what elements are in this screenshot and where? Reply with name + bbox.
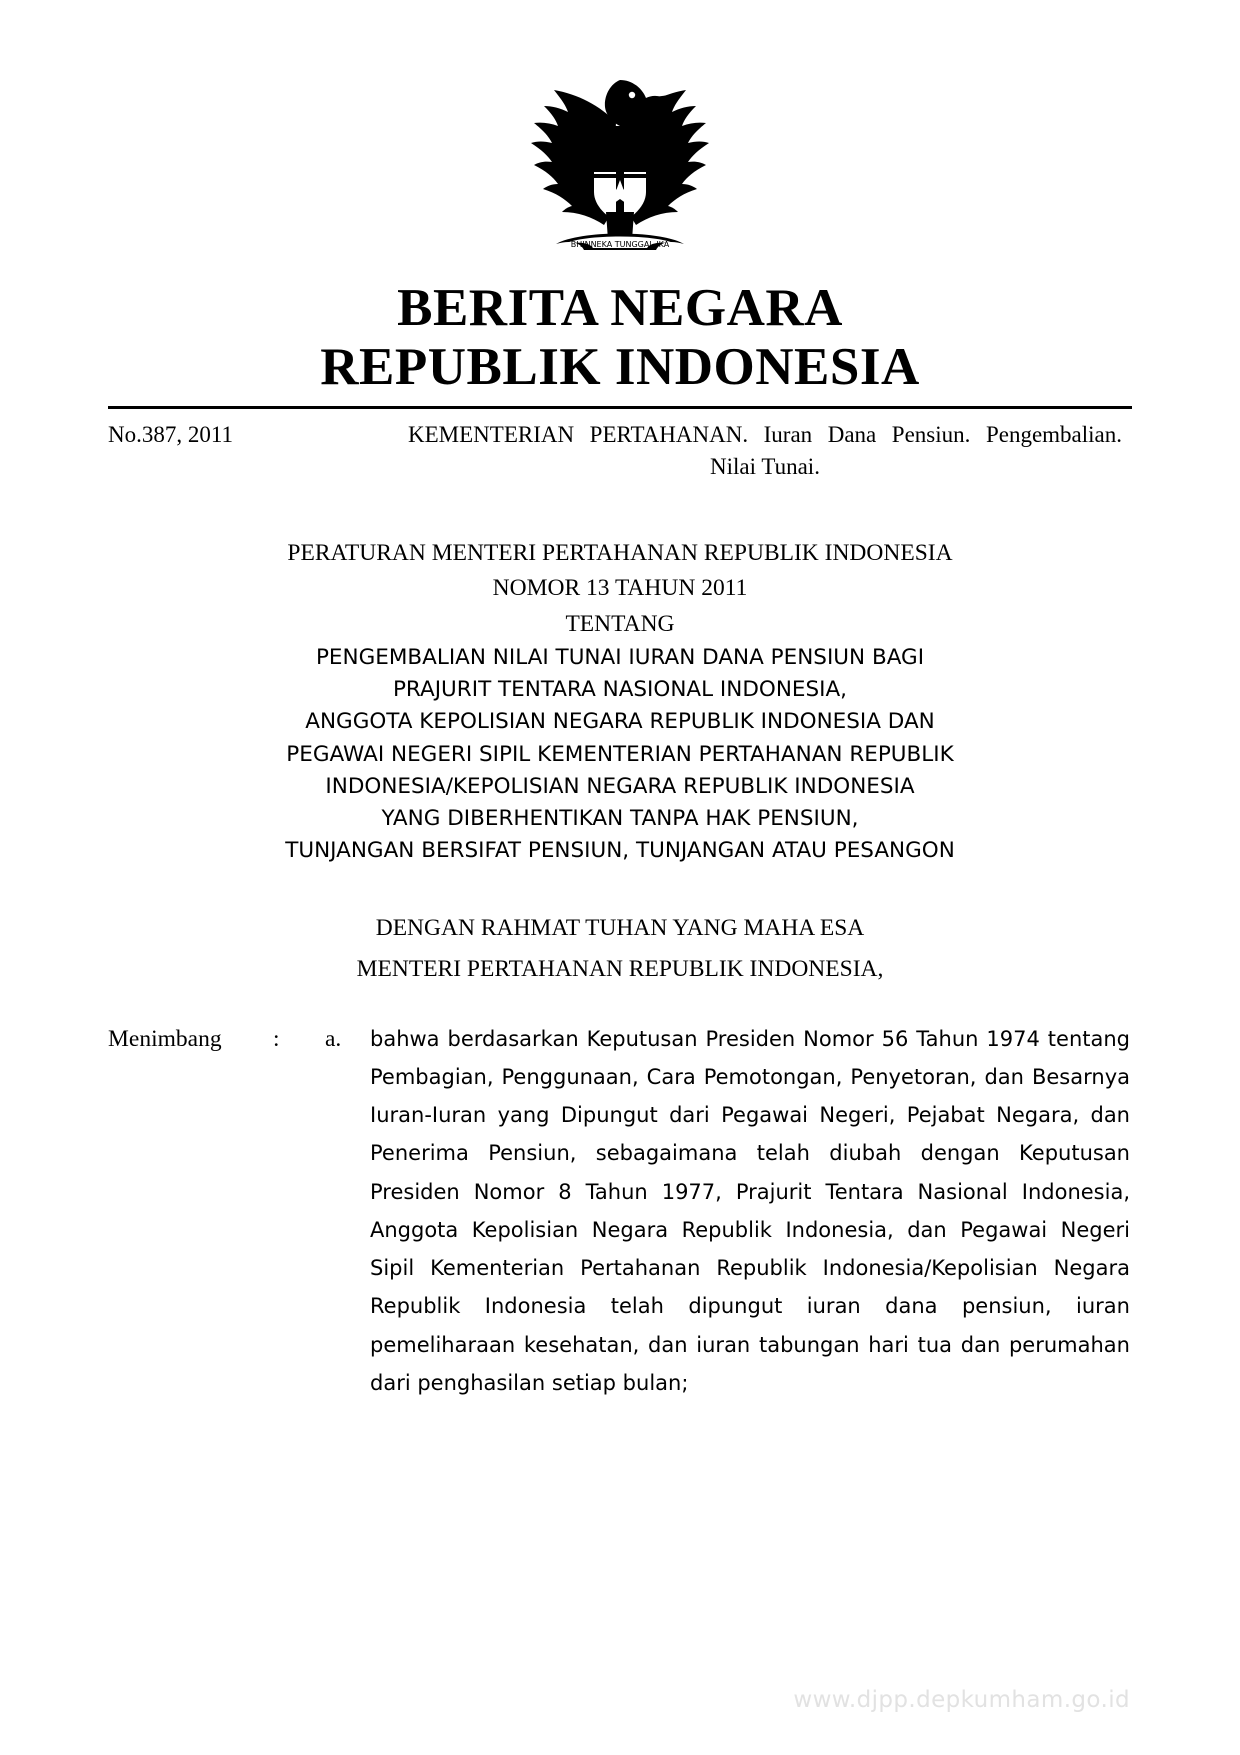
title-line-4: PENGEMBALIAN NILAI TUNAI IURAN DANA PENSIUN BAGI — [315, 644, 925, 670]
preamble-block — [108, 908, 1132, 990]
title-line-7: PEGAWAI NEGERI SIPIL KEMENTERIAN PERTAHANAN REPUBLIK — [286, 741, 954, 767]
svg-text:BHINNEKA TUNGGAL IKA: BHINNEKA TUNGGAL IKA — [570, 240, 670, 249]
masthead-line-1: BERITA NEGARA — [397, 279, 843, 337]
issue-line — [108, 419, 1132, 484]
title-line-8: INDONESIA/KEPOLISIAN NEGARA REPUBLIK INDONESIA — [325, 773, 915, 799]
issue-subject: KEMENTERIAN PERTAHANAN. Iuran Dana Pensiun. Pengembalian. Nilai Tunai. — [408, 421, 1122, 480]
consideration-block — [108, 1020, 1132, 1402]
title-line-1: PERATURAN MENTERI PERTAHANAN REPUBLIK INDONESIA — [287, 540, 953, 567]
footer-watermark-url: www.djpp.depkumham.go.id — [793, 1687, 1130, 1713]
consideration-colon: : — [273, 1025, 280, 1052]
emblem-container — [108, 0, 1132, 267]
title-line-5: PRAJURIT TENTARA NASIONAL INDONESIA, — [392, 677, 848, 703]
consideration-item-letter: a. — [325, 1025, 342, 1052]
preamble-line-1: DENGAN RAHMAT TUHAN YANG MAHA ESA — [375, 914, 865, 941]
title-line-10: TUNJANGAN BERSIFAT PENSIUN, TUNJANGAN ATAU PESANGON — [285, 838, 955, 864]
garuda-pancasila-emblem — [520, 62, 720, 262]
masthead-line-2: REPUBLIK INDONESIA — [320, 338, 920, 397]
masthead-divider — [108, 406, 1132, 409]
title-line-9: YANG DIBERHENTIKAN TANPA HAK PENSIUN, — [381, 806, 859, 832]
title-line-2: NOMOR 13 TAHUN 2011 — [492, 575, 748, 602]
issue-number: No.387, 2011 — [108, 421, 234, 447]
title-line-3: TENTANG — [565, 610, 675, 637]
preamble-line-2: MENTERI PERTAHANAN REPUBLIK INDONESIA, — [356, 955, 884, 982]
consideration-label: Menimbang — [108, 1025, 222, 1052]
title-line-6: ANGGOTA KEPOLISIAN NEGARA REPUBLIK INDONESIA DAN — [305, 709, 935, 735]
consideration-item-text: bahwa berdasarkan Keputusan Presiden Nomor 56 Tahun 1974 tentang Pembagian, Penggunaan, Cara Pemotongan, Penyetoran, dan Besarnya Iuran-Iuran yang Dipungut dari Pegawai Negeri, Pejabat Negara, dan Penerima Pensiun, sebagaimana telah diubah dengan Keputusan Presiden Nomor 8 Tahun 1977, Prajurit Tentara Nasional Indonesia, Anggota Kepolisian Negara Republik Indonesia, dan Pegawai Negeri Sipil Kementerian Pertahanan Republik Indonesia/Kepolisian Negara Republik Indonesia telah dipungut iuran dana pensiun, iuran pemeliharaan kesehatan, dan iuran tabungan hari tua dan perumahan dari penghasilan setiap bulan; — [370, 1026, 1130, 1395]
regulation-title-block — [108, 536, 1132, 868]
masthead — [108, 279, 1132, 398]
